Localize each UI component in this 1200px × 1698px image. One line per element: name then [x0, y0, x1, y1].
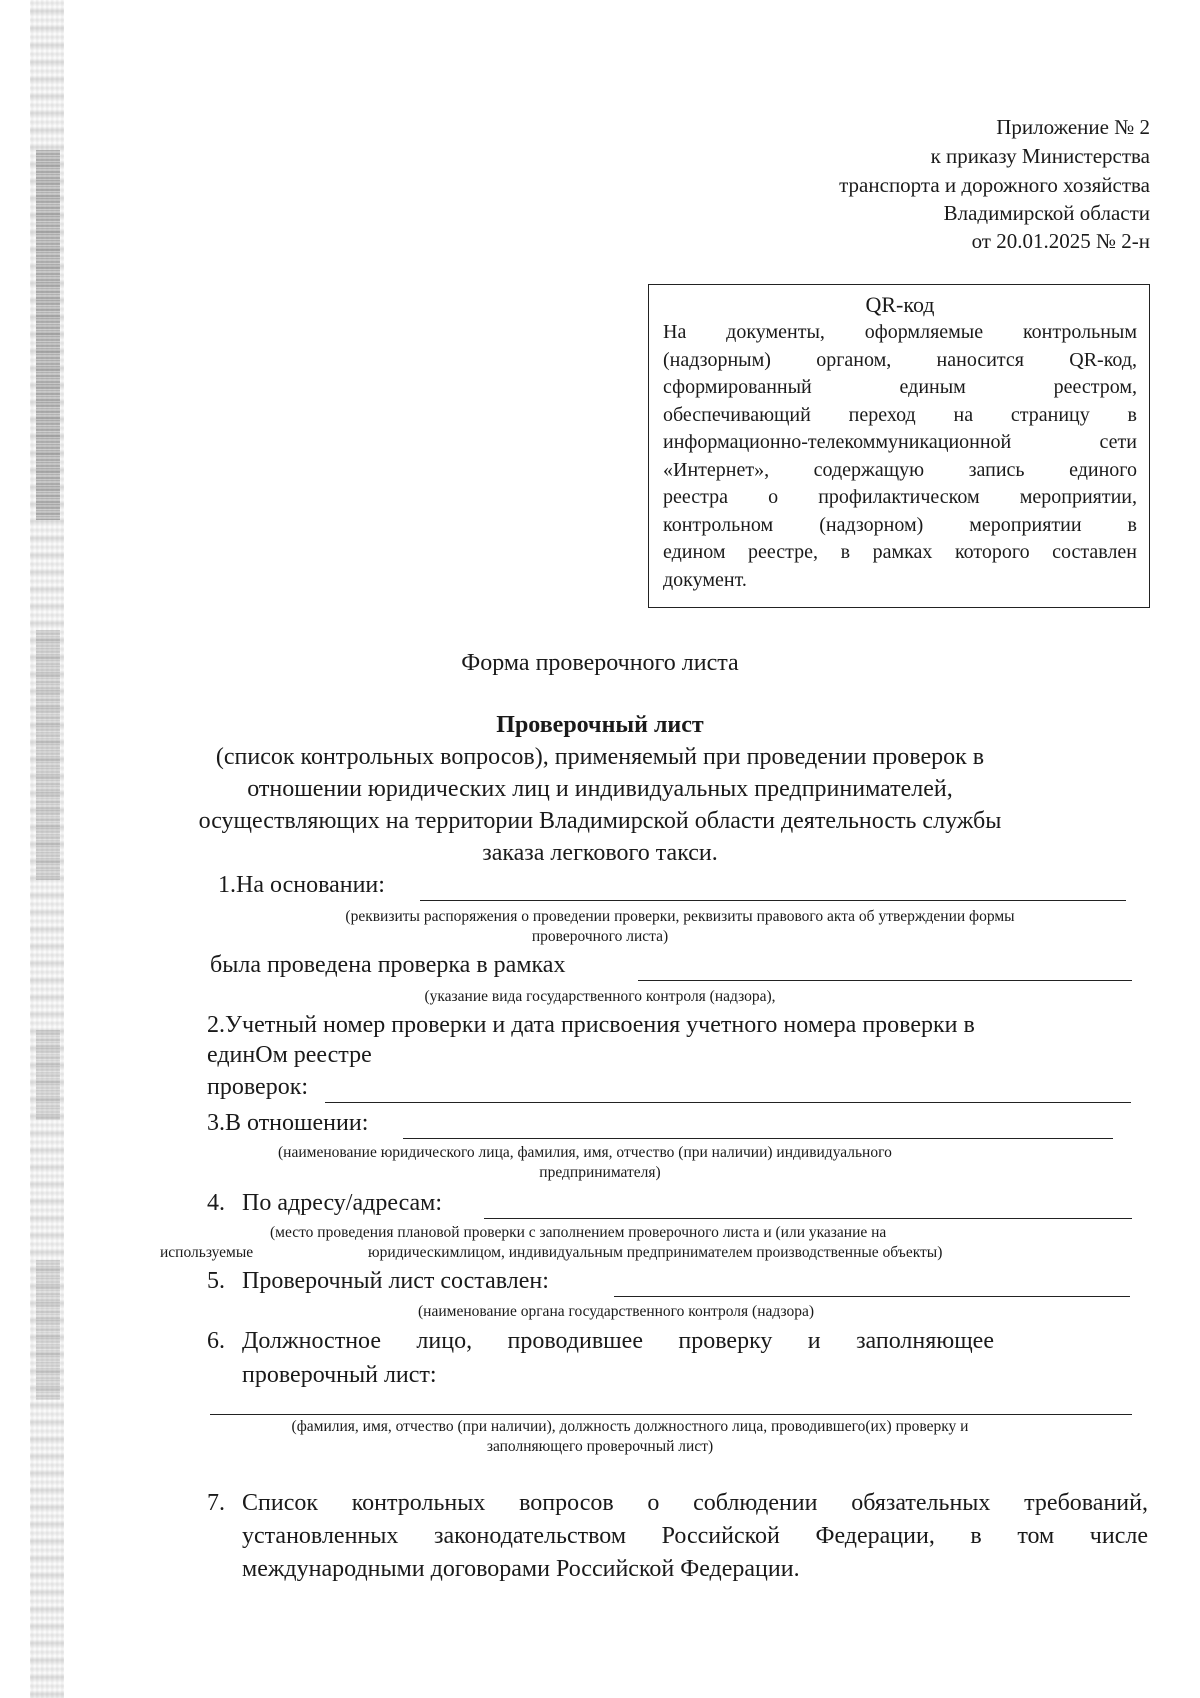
item-4-number: 4. — [207, 1190, 225, 1216]
item-3-fill-line — [403, 1138, 1113, 1139]
header-line: Приложение № 2 — [996, 115, 1150, 139]
sheet-subtitle-line: отношении юридических лиц и индивидуальных предпринимателей, — [247, 776, 953, 802]
qr-box-text — [663, 319, 1137, 594]
item-2-line: единОм реестре — [207, 1042, 372, 1068]
item-6-number: 6. — [207, 1328, 225, 1354]
item-1b-fill-line — [638, 980, 1132, 981]
item-6-line: Должностное лицо, проводившее проверку и заполняющее — [242, 1328, 994, 1354]
qr-box-line: На документы, оформляемые контрольным — [663, 321, 1137, 343]
qr-box-line: «Интернет», содержащую запись единого — [663, 458, 1137, 481]
qr-code-box — [648, 284, 1150, 608]
qr-box-line: едином реестре, в рамках которого составлен — [663, 541, 1137, 563]
qr-box-line: контрольном (надзорном) мероприятии в — [663, 513, 1137, 536]
scan-edge-artifact — [36, 150, 60, 520]
item-4-hint: (место проведения плановой проверки с заполнением проверочного листа и (или указание на — [270, 1224, 887, 1241]
header-line: к приказу Министерства — [930, 144, 1150, 168]
item-7-number: 7. — [207, 1490, 225, 1516]
qr-box-line: сформированный единым реестром, — [663, 376, 1137, 398]
item-2-line: 2.Учетный номер проверки и дата присвоения учетного номера проверки в — [207, 1012, 975, 1038]
qr-box-line: реестра о профилактическом мероприятии, — [663, 486, 1137, 508]
item-1b-hint: (указание вида государственного контроля (надзора), — [424, 988, 776, 1005]
item-3-label: 3.В отношении: — [207, 1110, 369, 1136]
item-1b-label: была проведена проверка в рамках — [210, 952, 566, 978]
header-line: от 20.01.2025 № 2-н — [971, 229, 1150, 253]
item-6-line: проверочный лист: — [242, 1362, 437, 1388]
item-4-hint: юридическимлицом, индивидуальным предпринимателем производственные объекты) — [368, 1244, 943, 1261]
item-5-hint: (наименование органа государственного контроля (надзора) — [418, 1303, 815, 1320]
item-5-fill-line — [614, 1296, 1130, 1297]
item-7-line: установленных законодательством Российской Федерации, в том числе — [242, 1523, 1148, 1549]
item-4-label: По адресу/адресам: — [242, 1190, 443, 1216]
item-4-fill-line — [484, 1218, 1132, 1219]
item-3-hint: (наименование юридического лица, фамилия, имя, отчество (при наличии) индивидуального — [278, 1144, 892, 1161]
form-title: Форма проверочного листа — [461, 650, 739, 676]
item-2-fill-line — [325, 1102, 1131, 1103]
item-7-line: международными договорами Российской Федерации. — [242, 1556, 800, 1582]
header-line: транспорта и дорожного хозяйства — [839, 173, 1150, 197]
item-1-label: 1.На основании: — [218, 872, 385, 898]
qr-box-line: (надзорным) органом, наносится QR-код, — [663, 348, 1137, 371]
qr-box-line: документ. — [663, 568, 747, 591]
qr-box-line: обеспечивающий переход на страницу в — [663, 403, 1137, 426]
sheet-title: Проверочный лист — [496, 712, 704, 738]
item-7-line: Список контрольных вопросов о соблюдении обязательных требований, — [242, 1490, 1148, 1516]
header-line: Владимирской области — [943, 201, 1150, 225]
item-1-hint: (реквизиты распоряжения о проведении проверки, реквизиты правового акта об утверждении формы — [345, 908, 1015, 925]
scan-edge-artifact — [36, 1030, 60, 1120]
item-4-hint: используемые — [160, 1244, 254, 1261]
sheet-subtitle-line: (список контрольных вопросов), применяемый при проведении проверок в — [215, 744, 985, 770]
scan-edge-artifact — [36, 1260, 60, 1400]
item-1-hint: проверочного листа) — [531, 928, 669, 945]
item-5-label: Проверочный лист составлен: — [242, 1268, 549, 1294]
item-6-hint: (фамилия, имя, отчество (при наличии), должность должностного лица, проводившего(их) проверку и — [291, 1418, 969, 1435]
item-6-fill-line — [210, 1414, 1132, 1415]
item-1-fill-line — [420, 900, 1126, 901]
sheet-subtitle-line: заказа легкового такси. — [482, 840, 718, 866]
item-2-line: проверок: — [207, 1074, 309, 1100]
qr-box-line: информационно-телекоммуникационной сети — [663, 431, 1137, 453]
item-2-text — [207, 1010, 1131, 1040]
item-6-hint: заполняющего проверочный лист) — [486, 1438, 714, 1455]
item-3-hint: предпринимателя) — [539, 1164, 661, 1181]
item-5-number: 5. — [207, 1268, 225, 1294]
qr-box-title: QR-код — [865, 292, 935, 317]
sheet-subtitle-line: осуществляющих на территории Владимирской области деятельность службы — [198, 808, 1002, 834]
